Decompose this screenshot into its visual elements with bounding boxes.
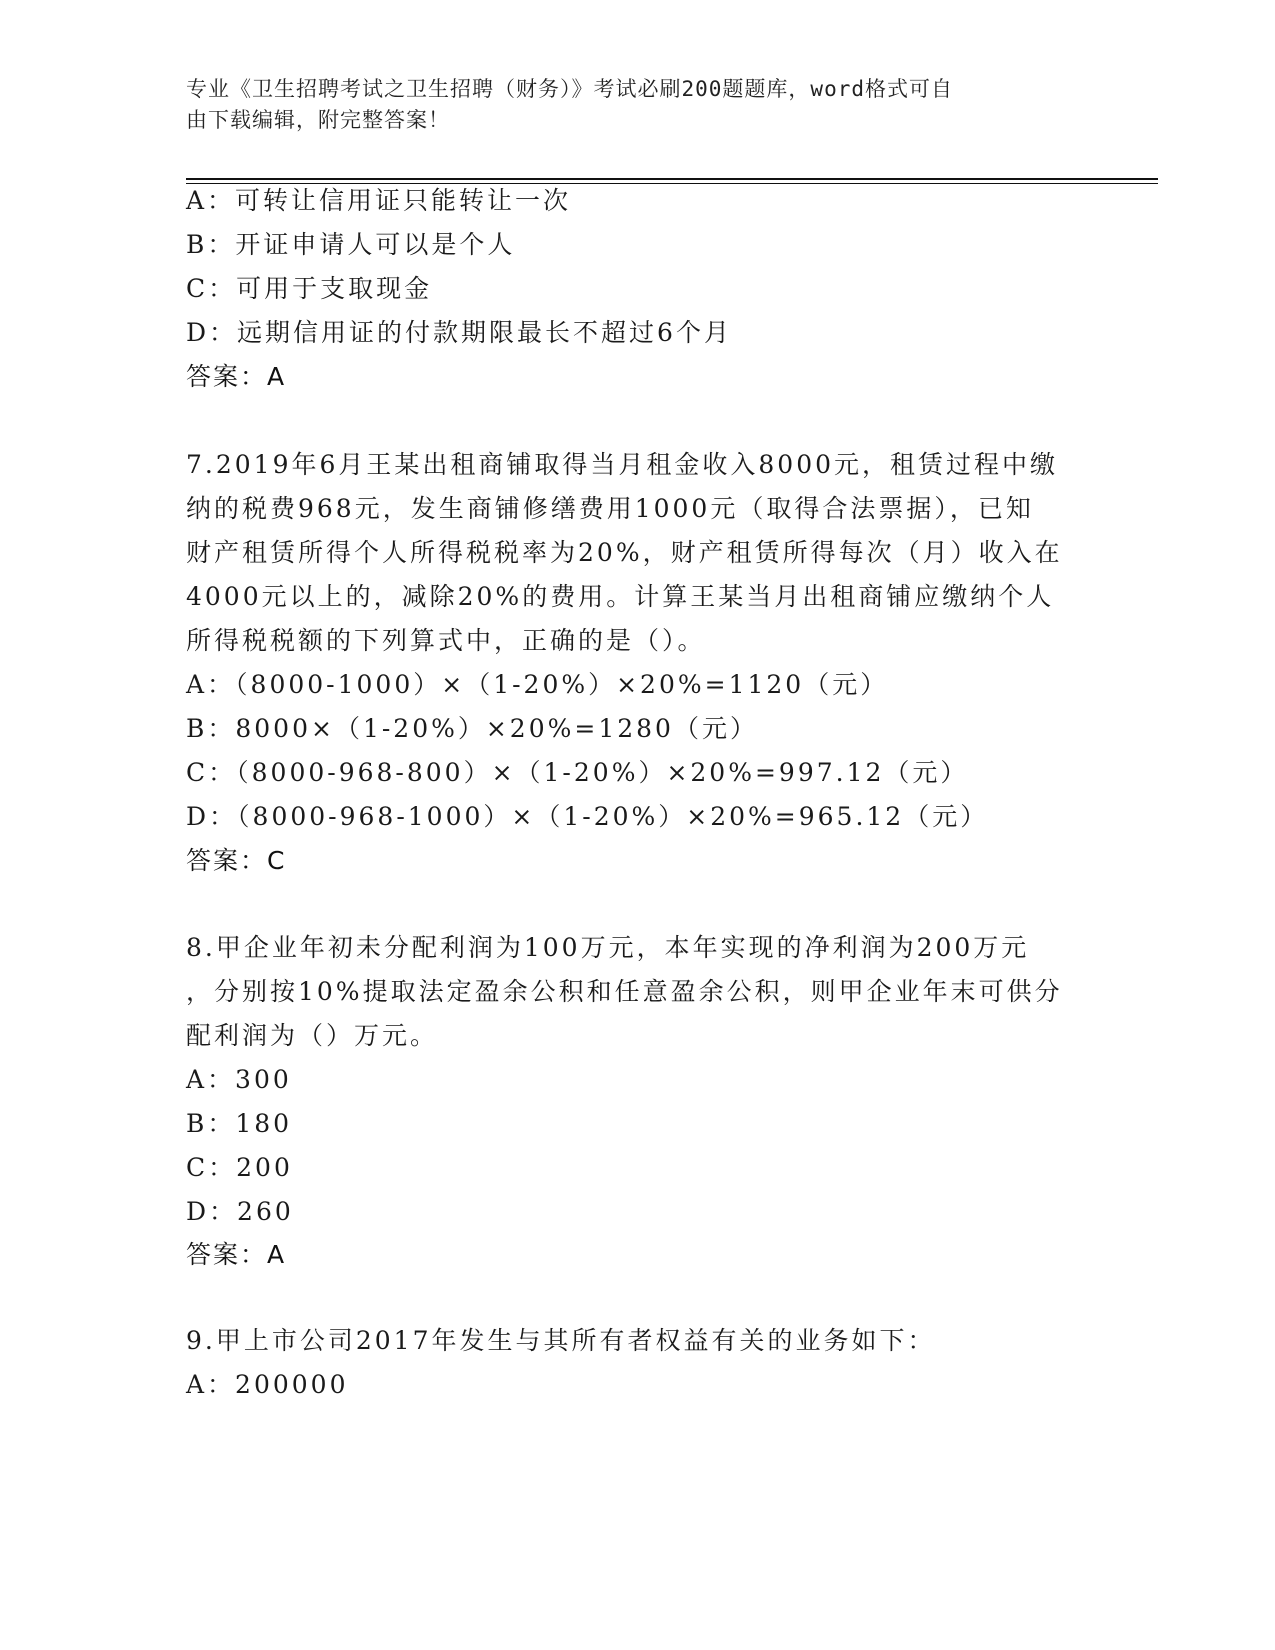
q7-stem-line: 纳的税费968元，发生商铺修缮费用1000元（取得合法票据），已知 — [186, 494, 1034, 523]
header-divider-thick — [186, 178, 1158, 180]
q7-stem-line: 7.2019年6月王某出租商铺取得当月租金收入8000元，租赁过程中缴 — [186, 450, 1059, 479]
q7-option-b: B：8000×（1-20%）×20%=1280（元） — [186, 714, 758, 743]
q9-option-a: A：200000 — [186, 1370, 349, 1399]
q8-stem-line: ，分别按10%提取法定盈余公积和任意盈余公积，则甲企业年末可供分 — [186, 977, 1063, 1006]
q8-option-a: A：300 — [186, 1065, 292, 1094]
q8-option-d: D：260 — [186, 1197, 294, 1226]
q8-stem-line: 配利润为（）万元。 — [186, 1021, 439, 1050]
q7-option-d: D：（8000-968-1000）×（1-20%）×20%=965.12（元） — [186, 802, 989, 831]
q6-answer: 答案：A — [186, 362, 287, 391]
q6-option-c: C：可用于支取现金 — [186, 274, 433, 303]
q8-answer: 答案：A — [186, 1240, 287, 1269]
document-header — [186, 74, 1066, 136]
q6-option-a: A：可转让信用证只能转让一次 — [186, 186, 572, 215]
q7-answer: 答案：C — [186, 846, 287, 875]
header-divider-thin — [186, 183, 1158, 184]
q7-stem-line: 财产租赁所得个人所得税税率为20%，财产租赁所得每次（月）收入在 — [186, 538, 1063, 567]
q7-option-c: C：（8000-968-800）×（1-20%）×20%=997.12（元） — [186, 758, 969, 787]
q8-option-c: C：200 — [186, 1153, 293, 1182]
header-line: 由下载编辑，附完整答案！ — [186, 108, 450, 132]
q8-stem-line: 8.甲企业年初未分配利润为100万元，本年实现的净利润为200万元 — [186, 933, 1030, 962]
q6-option-b: B：开证申请人可以是个人 — [186, 230, 516, 259]
header-line: 专业《卫生招聘考试之卫生招聘（财务）》考试必刷200题题库，word格式可自 — [186, 77, 953, 101]
q9-stem-line: 9.甲上市公司2017年发生与其所有者权益有关的业务如下： — [186, 1326, 936, 1355]
q7-stem-line: 4000元以上的，减除20%的费用。计算王某当月出租商铺应缴纳个人 — [186, 582, 1055, 611]
q8-option-b: B：180 — [186, 1109, 293, 1138]
q6-option-d: D：远期信用证的付款期限最长不超过6个月 — [186, 318, 732, 347]
q7-stem-line: 所得税税额的下列算式中，正确的是（）。 — [186, 626, 706, 655]
q7-option-a: A：（8000-1000）×（1-20%）×20%=1120（元） — [186, 670, 889, 699]
